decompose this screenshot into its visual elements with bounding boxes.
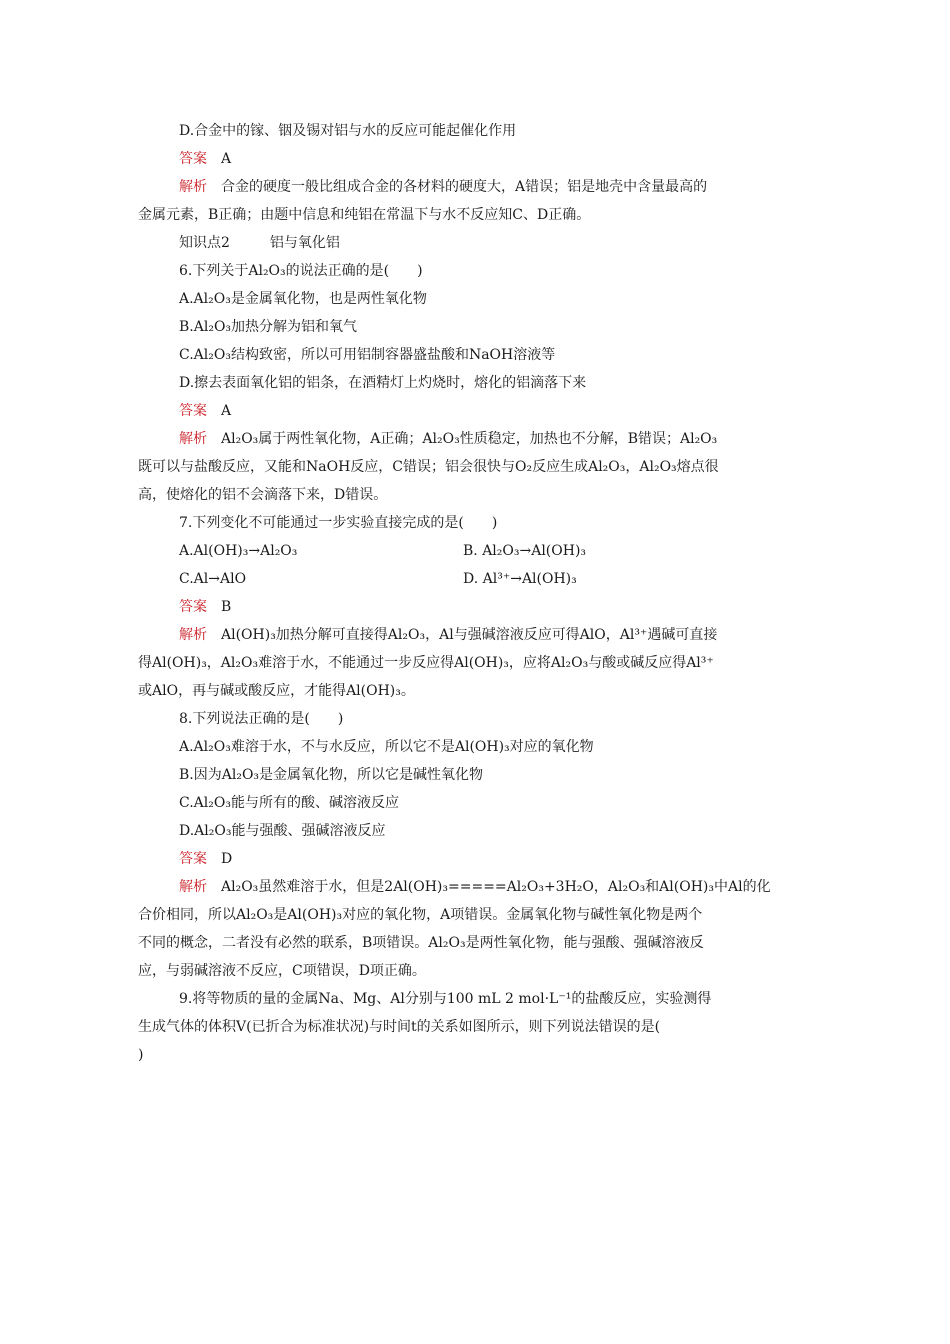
q5-analysis-line-1 [138,173,813,201]
answer-label: 答案 [179,403,207,419]
q7-option-a: A.Al(OH)₃→Al₂O₃ [179,543,298,559]
q7-stem: 7.下列变化不可能通过一步实验直接完成的是( ) [179,515,498,531]
q7-analysis-line-2: 得Al(OH)₃，Al₂O₃难溶于水，不能通过一步反应得Al(OH)₃，应将Al₂O₃与酸或碱反应得Al³⁺ [138,655,714,671]
analysis-text: Al₂O₃虽然难溶于水，但是2Al(OH)₃=====Al₂O₃+3H₂O，Al₂O₃和Al(OH)₃中Al的化 [221,879,771,895]
q7-options-row-1 [138,537,813,565]
q8-analysis-line-3: 不同的概念，二者没有必然的联系，B项错误。Al₂O₃是两性氧化物，能与强酸、强碱溶液反 [138,935,704,951]
q8-stem: 8.下列说法正确的是( ) [179,711,344,727]
analysis-label: 解析 [179,179,207,195]
q8-option-d: D.Al₂O₃能与强酸、强碱溶液反应 [179,823,386,839]
answer-label: 答案 [179,599,207,615]
q5-answer-line [138,145,813,173]
q8-analysis-line-1 [138,873,813,901]
q6-option-a: A.Al₂O₃是金属氧化物，也是两性氧化物 [179,291,427,307]
analysis-label: 解析 [179,627,207,643]
q8-option-a: A.Al₂O₃难溶于水，不与水反应，所以它不是Al(OH)₃对应的氧化物 [179,739,594,755]
answer-value: D [221,851,233,867]
q9-stem-line-3: ) [138,1047,144,1063]
section-name: 知识点2 [179,235,230,251]
q7-option-c: C.Al→AlO [179,571,247,587]
q5-option-d: D.合金中的镓、铟及锡对铝与水的反应可能起催化作用 [179,123,517,139]
q7-analysis-line-1 [138,621,813,649]
q6-analysis-line-1 [138,425,813,453]
q8-answer-line [138,845,813,873]
q6-stem: 6.下列关于Al₂O₃的说法正确的是( ) [179,263,423,279]
analysis-label: 解析 [179,431,207,447]
analysis-text: 合金的硬度一般比组成合金的各材料的硬度大，A错误；铝是地壳中含量最高的 [221,179,708,195]
analysis-text: Al(OH)₃加热分解可直接得Al₂O₃，Al与强碱溶液反应可得AlO，Al³⁺遇碱可直接 [221,627,718,643]
answer-value: A [221,151,232,167]
q9-stem-line-1: 9.将等物质的量的金属Na、Mg、Al分别与100 mL 2 mol·L⁻¹的盐酸反应，实验测得 [179,991,712,1007]
q8-option-b: B.因为Al₂O₃是金属氧化物，所以它是碱性氧化物 [179,767,484,783]
q9-stem-line-2: 生成气体的体积V(已折合为标准状况)与时间t的关系如图所示，则下列说法错误的是( [138,1019,661,1035]
section-heading [138,229,813,257]
answer-value: A [221,403,232,419]
q6-option-c: C.Al₂O₃结构致密，所以可用铝制容器盛盐酸和NaOH溶液等 [179,347,556,363]
q8-analysis-line-2: 合价相同，所以Al₂O₃是Al(OH)₃对应的氧化物，A项错误。金属氧化物与碱性氧化物是两个 [138,907,703,923]
q6-option-b: B.Al₂O₃加热分解为铝和氧气 [179,319,358,335]
document-page [138,117,813,1069]
q6-analysis-line-3: 高，使熔化的铝不会滴落下来，D错误。 [138,487,388,503]
q5-analysis-line-2: 金属元素，B正确；由题中信息和纯铝在常温下与水不反应知C、D正确。 [138,207,591,223]
q6-analysis-line-2: 既可以与盐酸反应，又能和NaOH反应，C错误；铝会很快与O₂反应生成Al₂O₃，Al₂O₃熔点很 [138,459,719,475]
section-title: 铝与氧化铝 [269,235,340,251]
q6-option-d: D.擦去表面氧化铝的铝条，在酒精灯上灼烧时，熔化的铝滴落下来 [179,375,587,391]
q7-option-d: D. Al³⁺→Al(OH)₃ [463,571,577,587]
q8-option-c: C.Al₂O₃能与所有的酸、碱溶液反应 [179,795,399,811]
answer-label: 答案 [179,151,207,167]
q7-analysis-line-3: 或AlO，再与碱或酸反应，才能得Al(OH)₃。 [138,683,415,699]
answer-value: B [221,599,232,615]
analysis-text: Al₂O₃属于两性氧化物，A正确；Al₂O₃性质稳定，加热也不分解，B错误；Al₂O₃ [221,431,718,447]
q8-analysis-line-4: 应，与弱碱溶液不反应，C项错误，D项正确。 [138,963,426,979]
analysis-label: 解析 [179,879,207,895]
q6-answer-line [138,397,813,425]
q7-option-b: B. Al₂O₃→Al(OH)₃ [463,543,587,559]
q7-options-row-2 [138,565,813,593]
answer-label: 答案 [179,851,207,867]
q7-answer-line [138,593,813,621]
